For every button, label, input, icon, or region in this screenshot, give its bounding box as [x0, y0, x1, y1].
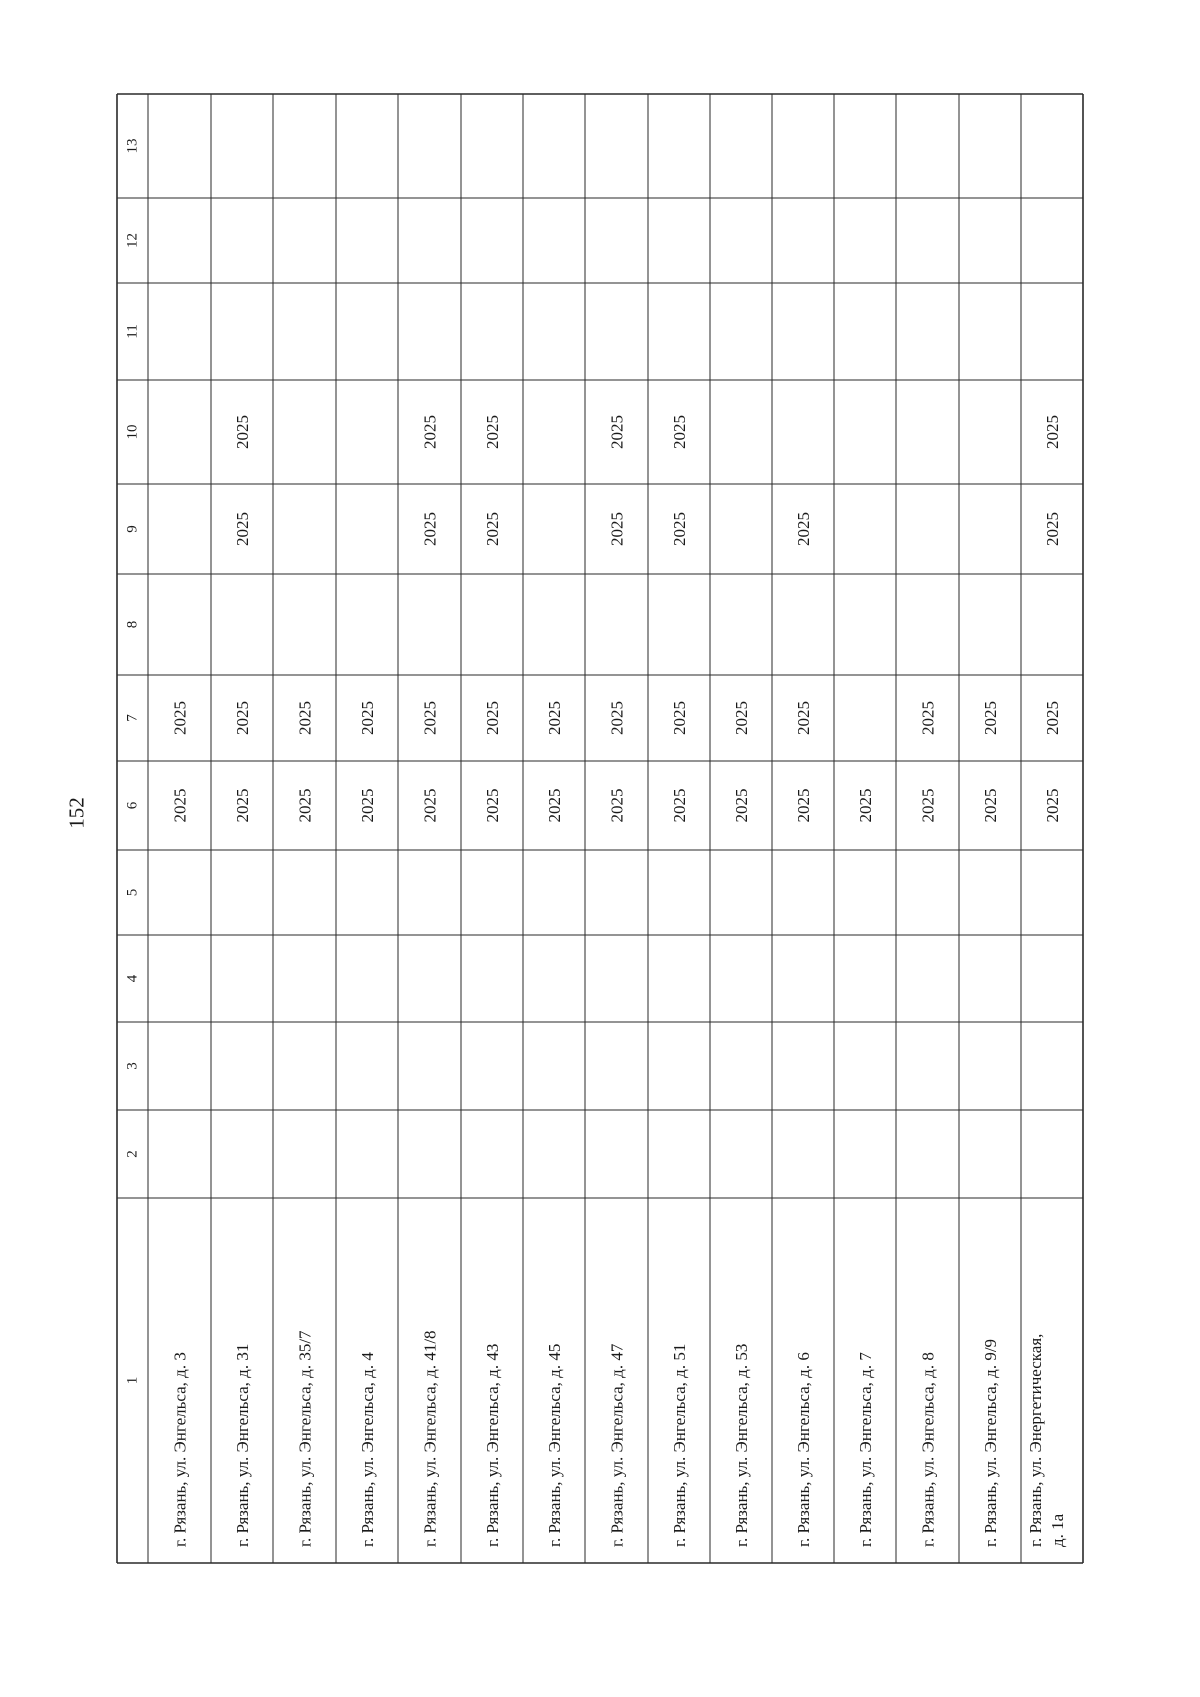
column-number-header: 2 — [124, 1150, 141, 1158]
year-value-cell: 2025 — [670, 512, 689, 546]
column-number-header: 1 — [124, 1376, 141, 1385]
column-number-header: 9 — [124, 525, 141, 533]
year-value-cell: 2025 — [295, 788, 315, 823]
year-value-cell: 2025 — [607, 415, 627, 449]
year-value-cell: 2025 — [607, 701, 627, 735]
address-cell-text: г. Рязань, ул. Энгельса, д. 35/7 — [295, 1330, 315, 1547]
column-number-header: 10 — [124, 424, 141, 440]
year-value-cell: 2025 — [358, 701, 377, 735]
year-value-cell: 2025 — [1043, 415, 1062, 449]
year-value-cell: 2025 — [420, 415, 440, 449]
year-value-cell: 2025 — [545, 701, 564, 735]
year-value-cell: 2025 — [170, 788, 190, 823]
year-value-cell: 2025 — [607, 788, 627, 823]
address-cell-text: г. Рязань, ул. Энгельса, д. 51 — [670, 1343, 689, 1547]
year-value-cell: 2025 — [545, 788, 564, 823]
address-cell-text: г. Рязань, ул. Энгельса, д. 9/9 — [981, 1338, 1000, 1547]
year-value-cell: 2025 — [1043, 788, 1062, 823]
address-cell-text: г. Рязань, ул. Энергетическая, — [1026, 1333, 1045, 1547]
year-value-cell: 2025 — [670, 788, 689, 823]
page-number-text: 152 — [64, 797, 89, 829]
address-cell-text: г. Рязань, ул. Энгельса, д. 31 — [233, 1343, 252, 1547]
address-cell-text: г. Рязань, ул. Энгельса, д. 53 — [732, 1343, 751, 1547]
column-number-header: 3 — [124, 1062, 141, 1070]
address-cell-text: г. Рязань, ул. Энгельса, д. 6 — [794, 1352, 813, 1547]
address-cell-text: г. Рязань, ул. Энгельса, д. 4 — [358, 1352, 377, 1547]
column-number-header: 12 — [124, 233, 141, 248]
column-number-header: 8 — [124, 620, 141, 629]
year-value-cell: 2025 — [981, 701, 1000, 735]
year-value-cell: 2025 — [1043, 512, 1062, 546]
column-number-header: 6 — [124, 801, 141, 810]
year-value-cell: 2025 — [483, 415, 502, 449]
year-value-cell: 2025 — [420, 701, 440, 735]
address-cell-text: г. Рязань, ул. Энгельса, д. 7 — [856, 1352, 875, 1547]
column-number-header: 5 — [124, 888, 141, 897]
column-number-header: 13 — [124, 138, 141, 154]
year-value-cell: 2025 — [295, 701, 315, 735]
year-value-cell: 2025 — [483, 788, 502, 823]
address-cell-text: г. Рязань, ул. Энгельса, д. 45 — [545, 1343, 564, 1547]
address-cell-text: г. Рязань, ул. Энгельса, д. 43 — [483, 1343, 502, 1547]
address-cell-text: г. Рязань, ул. Энгельса, д. 8 — [918, 1352, 938, 1547]
year-value-cell: 2025 — [794, 512, 813, 546]
year-value-cell: 2025 — [856, 788, 875, 823]
year-value-cell: 2025 — [918, 701, 938, 735]
year-value-cell: 2025 — [233, 512, 252, 546]
column-number-header: 11 — [124, 324, 141, 339]
address-cell-text: г. Рязань, ул. Энгельса, д. 3 — [170, 1352, 190, 1547]
year-value-cell: 2025 — [420, 512, 440, 546]
column-number-header: 4 — [124, 974, 141, 983]
year-value-cell: 2025 — [607, 512, 627, 546]
year-value-cell: 2025 — [981, 788, 1000, 823]
year-value-cell: 2025 — [732, 788, 751, 823]
year-value-cell: 2025 — [233, 415, 252, 449]
year-value-cell: 2025 — [670, 415, 689, 449]
year-value-cell: 2025 — [918, 788, 938, 823]
address-cell-text: г. Рязань, ул. Энгельса, д. 41/8 — [420, 1330, 440, 1547]
address-cell-text: д. 1а — [1048, 1513, 1067, 1547]
table-text — [125, 139, 1068, 1548]
year-value-cell: 2025 — [794, 701, 813, 735]
year-value-cell: 2025 — [233, 788, 252, 823]
year-value-cell: 2025 — [358, 788, 377, 823]
year-value-cell: 2025 — [670, 701, 689, 735]
year-value-cell: 2025 — [1043, 701, 1062, 735]
year-value-cell: 2025 — [483, 512, 502, 546]
column-number-header: 7 — [124, 714, 141, 722]
year-value-cell: 2025 — [233, 701, 252, 735]
year-value-cell: 2025 — [170, 701, 190, 735]
year-value-cell: 2025 — [420, 788, 440, 823]
address-cell-text: г. Рязань, ул. Энгельса, д. 47 — [607, 1343, 627, 1547]
year-value-cell: 2025 — [794, 788, 813, 823]
year-value-cell: 2025 — [732, 701, 751, 735]
table-grid — [117, 94, 1083, 1563]
year-value-cell: 2025 — [483, 701, 502, 735]
